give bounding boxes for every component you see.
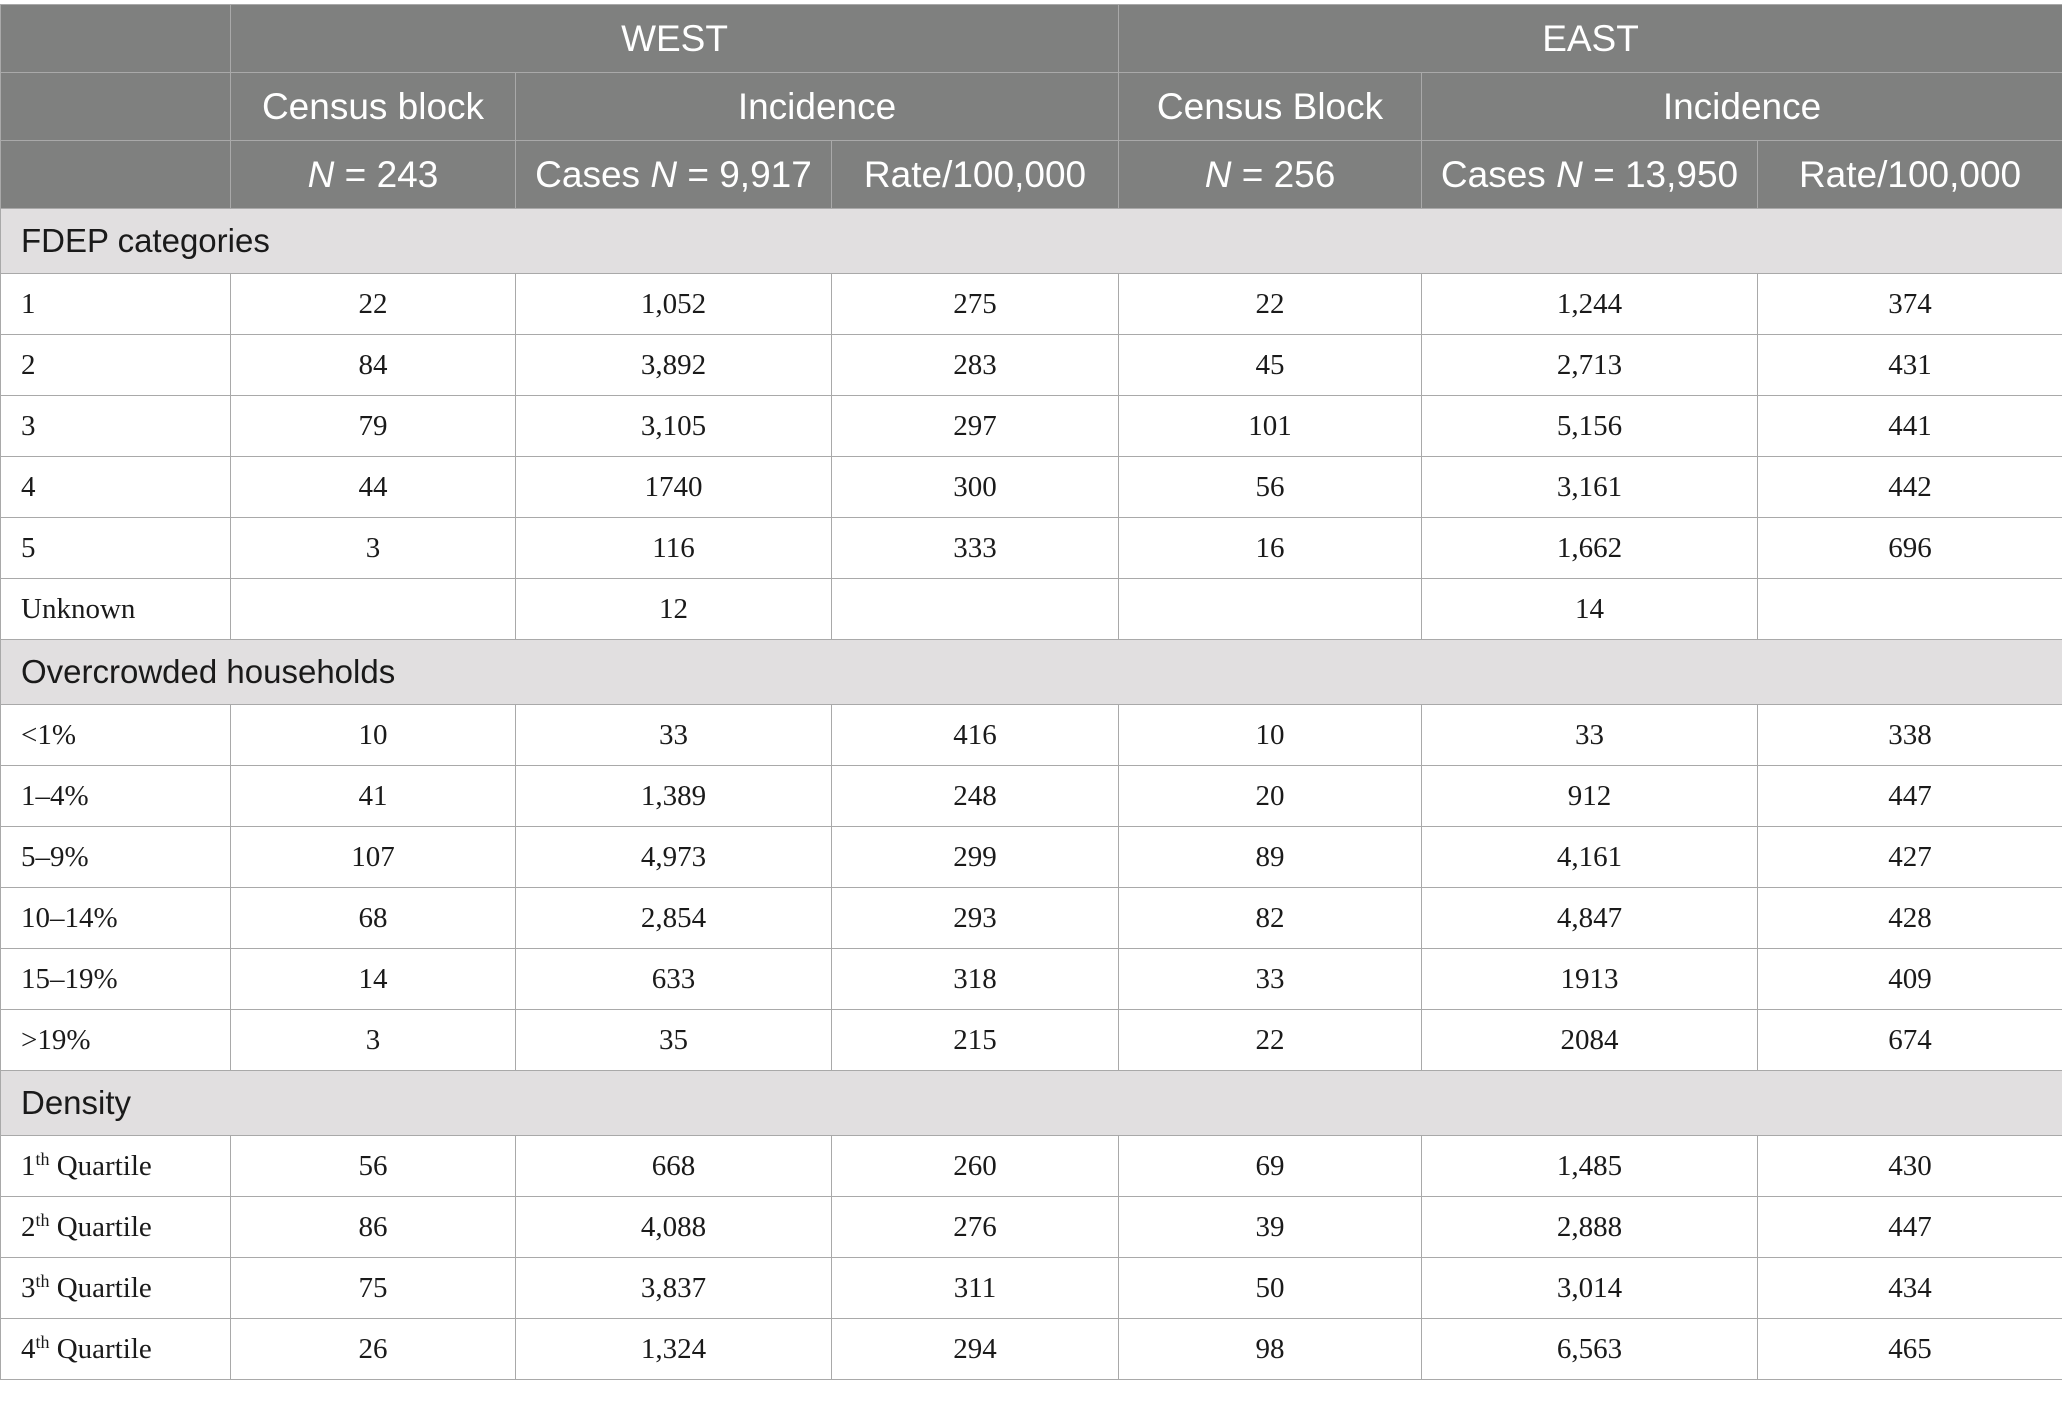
table-cell: 1,389 bbox=[516, 766, 832, 827]
table-cell: 431 bbox=[1758, 335, 2062, 396]
row-label: 3 bbox=[1, 396, 231, 457]
header-west-census: Census block bbox=[231, 73, 516, 141]
table-cell: 428 bbox=[1758, 888, 2062, 949]
table-cell: 696 bbox=[1758, 518, 2062, 579]
section-header-row bbox=[1, 640, 2062, 705]
row-label: 5 bbox=[1, 518, 231, 579]
table-cell: 68 bbox=[231, 888, 516, 949]
header-east-census: Census Block bbox=[1119, 73, 1422, 141]
table-cell: 318 bbox=[832, 949, 1119, 1010]
table-cell: 69 bbox=[1119, 1136, 1422, 1197]
table-cell: 338 bbox=[1758, 705, 2062, 766]
row-label: >19% bbox=[1, 1010, 231, 1071]
table-cell: 20 bbox=[1119, 766, 1422, 827]
table-cell: 75 bbox=[231, 1258, 516, 1319]
table-cell: 1740 bbox=[516, 457, 832, 518]
table-cell: 101 bbox=[1119, 396, 1422, 457]
table-cell bbox=[1758, 579, 2062, 640]
row-label: 2 bbox=[1, 335, 231, 396]
header-blank-cell bbox=[1, 5, 231, 73]
table-cell: 33 bbox=[1119, 949, 1422, 1010]
row-label: 1 bbox=[1, 274, 231, 335]
table-cell: 3 bbox=[231, 1010, 516, 1071]
table-cell: 5,156 bbox=[1422, 396, 1758, 457]
table-cell: 45 bbox=[1119, 335, 1422, 396]
table-row bbox=[1, 518, 2062, 579]
table-cell: 2,713 bbox=[1422, 335, 1758, 396]
table-cell: 22 bbox=[1119, 274, 1422, 335]
row-label: 5–9% bbox=[1, 827, 231, 888]
table-cell: 1,052 bbox=[516, 274, 832, 335]
table-cell: 35 bbox=[516, 1010, 832, 1071]
table-cell: 33 bbox=[516, 705, 832, 766]
table-cell: 300 bbox=[832, 457, 1119, 518]
table-cell: 1,324 bbox=[516, 1319, 832, 1380]
row-label: 3th Quartile bbox=[1, 1258, 231, 1319]
table-cell: 89 bbox=[1119, 827, 1422, 888]
header-east-cases: Cases N = 13,950 bbox=[1422, 141, 1758, 209]
table-row bbox=[1, 1197, 2062, 1258]
table-cell: 86 bbox=[231, 1197, 516, 1258]
table-cell: 447 bbox=[1758, 766, 2062, 827]
table-cell: 409 bbox=[1758, 949, 2062, 1010]
table-cell: 14 bbox=[231, 949, 516, 1010]
table-cell: 275 bbox=[832, 274, 1119, 335]
table-row bbox=[1, 1136, 2062, 1197]
row-label: 4 bbox=[1, 457, 231, 518]
table-cell: 2,888 bbox=[1422, 1197, 1758, 1258]
table-row bbox=[1, 457, 2062, 518]
table-cell: 4,847 bbox=[1422, 888, 1758, 949]
table-cell: 2,854 bbox=[516, 888, 832, 949]
table-cell: 293 bbox=[832, 888, 1119, 949]
table-cell: 41 bbox=[231, 766, 516, 827]
table-cell: 3,161 bbox=[1422, 457, 1758, 518]
table-cell: 33 bbox=[1422, 705, 1758, 766]
header-west-census-n: N = 243 bbox=[231, 141, 516, 209]
table-row bbox=[1, 766, 2062, 827]
header-blank-cell bbox=[1, 141, 231, 209]
table-row bbox=[1, 579, 2062, 640]
table-cell: 56 bbox=[1119, 457, 1422, 518]
table-cell: 1913 bbox=[1422, 949, 1758, 1010]
section-header-row bbox=[1, 209, 2062, 274]
table-cell: 442 bbox=[1758, 457, 2062, 518]
header-east-incidence: Incidence bbox=[1422, 73, 2062, 141]
table-row bbox=[1, 1258, 2062, 1319]
table-cell: 44 bbox=[231, 457, 516, 518]
header-east-rate: Rate/100,000 bbox=[1758, 141, 2062, 209]
table-cell: 294 bbox=[832, 1319, 1119, 1380]
table-cell: 14 bbox=[1422, 579, 1758, 640]
table-cell: 3,105 bbox=[516, 396, 832, 457]
table-cell: 248 bbox=[832, 766, 1119, 827]
table-cell: 297 bbox=[832, 396, 1119, 457]
table-cell bbox=[1119, 579, 1422, 640]
table-cell: 12 bbox=[516, 579, 832, 640]
header-row-counts bbox=[1, 141, 2062, 209]
table-cell: 84 bbox=[231, 335, 516, 396]
row-label: 10–14% bbox=[1, 888, 231, 949]
row-label: <1% bbox=[1, 705, 231, 766]
table-cell: 299 bbox=[832, 827, 1119, 888]
table-cell: 98 bbox=[1119, 1319, 1422, 1380]
header-west-incidence: Incidence bbox=[516, 73, 1119, 141]
table-cell: 1,485 bbox=[1422, 1136, 1758, 1197]
section-title: Overcrowded households bbox=[1, 640, 2062, 705]
table-cell: 3 bbox=[231, 518, 516, 579]
row-label: 1th Quartile bbox=[1, 1136, 231, 1197]
header-west: WEST bbox=[231, 5, 1119, 73]
table-cell: 668 bbox=[516, 1136, 832, 1197]
row-label: 1–4% bbox=[1, 766, 231, 827]
header-west-rate: Rate/100,000 bbox=[832, 141, 1119, 209]
row-label: 2th Quartile bbox=[1, 1197, 231, 1258]
table-cell: 10 bbox=[1119, 705, 1422, 766]
table-cell: 447 bbox=[1758, 1197, 2062, 1258]
table-cell: 50 bbox=[1119, 1258, 1422, 1319]
row-label: 15–19% bbox=[1, 949, 231, 1010]
table-cell: 79 bbox=[231, 396, 516, 457]
table-cell: 22 bbox=[1119, 1010, 1422, 1071]
incidence-table bbox=[0, 4, 2062, 1380]
table-row bbox=[1, 888, 2062, 949]
table-cell: 10 bbox=[231, 705, 516, 766]
table-cell: 3,014 bbox=[1422, 1258, 1758, 1319]
table-cell: 4,161 bbox=[1422, 827, 1758, 888]
table-cell: 4,973 bbox=[516, 827, 832, 888]
table-row bbox=[1, 1319, 2062, 1380]
table-row bbox=[1, 274, 2062, 335]
table-cell: 2084 bbox=[1422, 1010, 1758, 1071]
table-row bbox=[1, 1010, 2062, 1071]
table-cell: 465 bbox=[1758, 1319, 2062, 1380]
section-header-row bbox=[1, 1071, 2062, 1136]
table-row bbox=[1, 335, 2062, 396]
header-row-subgroups bbox=[1, 73, 2062, 141]
table-body bbox=[1, 209, 2062, 1380]
table-cell: 416 bbox=[832, 705, 1119, 766]
table-cell: 39 bbox=[1119, 1197, 1422, 1258]
header-east-census-n: N = 256 bbox=[1119, 141, 1422, 209]
table-cell: 260 bbox=[832, 1136, 1119, 1197]
table-cell: 56 bbox=[231, 1136, 516, 1197]
table-cell: 441 bbox=[1758, 396, 2062, 457]
table-cell bbox=[832, 579, 1119, 640]
row-label: 4th Quartile bbox=[1, 1319, 231, 1380]
table-cell: 276 bbox=[832, 1197, 1119, 1258]
table-cell: 107 bbox=[231, 827, 516, 888]
row-label: Unknown bbox=[1, 579, 231, 640]
table-cell: 674 bbox=[1758, 1010, 2062, 1071]
table-cell: 3,837 bbox=[516, 1258, 832, 1319]
table-cell: 374 bbox=[1758, 274, 2062, 335]
header-blank-cell bbox=[1, 73, 231, 141]
table-row bbox=[1, 949, 2062, 1010]
table-cell: 22 bbox=[231, 274, 516, 335]
table-cell: 912 bbox=[1422, 766, 1758, 827]
table-cell: 1,662 bbox=[1422, 518, 1758, 579]
table-cell: 16 bbox=[1119, 518, 1422, 579]
table-cell: 283 bbox=[832, 335, 1119, 396]
header-west-cases: Cases N = 9,917 bbox=[516, 141, 832, 209]
table-cell: 3,892 bbox=[516, 335, 832, 396]
table-row bbox=[1, 705, 2062, 766]
table-cell: 427 bbox=[1758, 827, 2062, 888]
table-cell: 116 bbox=[516, 518, 832, 579]
table-cell: 82 bbox=[1119, 888, 1422, 949]
table-cell: 333 bbox=[832, 518, 1119, 579]
table-cell: 215 bbox=[832, 1010, 1119, 1071]
table-row bbox=[1, 396, 2062, 457]
header-row-groups bbox=[1, 5, 2062, 73]
section-title: FDEP categories bbox=[1, 209, 2062, 274]
table-row bbox=[1, 827, 2062, 888]
table-cell: 311 bbox=[832, 1258, 1119, 1319]
header-east: EAST bbox=[1119, 5, 2062, 73]
table-cell: 434 bbox=[1758, 1258, 2062, 1319]
table-cell bbox=[231, 579, 516, 640]
table-cell: 1,244 bbox=[1422, 274, 1758, 335]
table-cell: 26 bbox=[231, 1319, 516, 1380]
table-cell: 633 bbox=[516, 949, 832, 1010]
table-header bbox=[1, 5, 2062, 209]
section-title: Density bbox=[1, 1071, 2062, 1136]
table-cell: 4,088 bbox=[516, 1197, 832, 1258]
table-cell: 430 bbox=[1758, 1136, 2062, 1197]
table-cell: 6,563 bbox=[1422, 1319, 1758, 1380]
